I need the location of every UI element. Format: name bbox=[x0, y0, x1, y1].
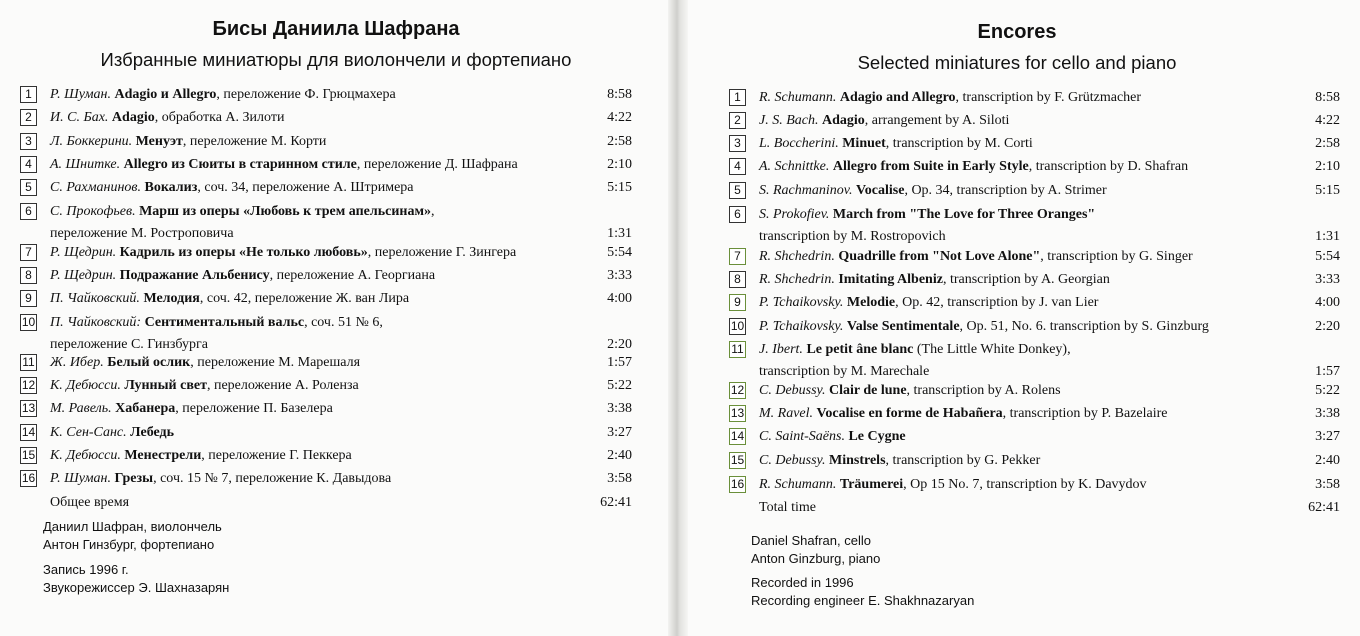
track-description bbox=[50, 447, 352, 464]
track-work-title: Подражание Альбенису bbox=[119, 268, 270, 283]
track-number-box: 10 bbox=[21, 315, 36, 329]
track-composer: С. Рахманинов. bbox=[50, 180, 141, 195]
track-number-box: 3 bbox=[729, 135, 746, 152]
track-duration: 4:00 bbox=[1315, 295, 1340, 310]
track-description bbox=[50, 203, 435, 242]
track-row bbox=[729, 294, 1340, 311]
track-details: , transcription by G. Singer bbox=[1040, 249, 1193, 264]
track-composer: П. Чайковский: bbox=[50, 315, 142, 330]
track-description bbox=[50, 156, 518, 173]
track-row bbox=[20, 447, 632, 464]
track-description bbox=[759, 112, 1009, 129]
track-number-box: 5 bbox=[20, 179, 37, 196]
track-row bbox=[729, 341, 1340, 380]
track-description bbox=[50, 86, 396, 103]
track-details: , переложение М. Марешаля bbox=[190, 355, 361, 370]
track-work-title: Сентиментальный вальс bbox=[144, 315, 305, 330]
track-work-title: Melodie bbox=[846, 295, 896, 310]
track-row bbox=[729, 428, 1340, 445]
track-description bbox=[759, 341, 1071, 380]
track-number-box: 2 bbox=[20, 109, 37, 126]
track-composer: М. Равель. bbox=[50, 401, 112, 416]
track-row bbox=[729, 405, 1340, 422]
track-row bbox=[20, 377, 632, 394]
track-composer: Ж. Ибер. bbox=[50, 355, 104, 370]
total-time-value: 62:41 bbox=[1308, 500, 1340, 515]
track-description bbox=[50, 290, 409, 307]
track-row bbox=[20, 86, 632, 103]
track-duration: 1:31 bbox=[1315, 229, 1340, 244]
track-row bbox=[20, 267, 632, 284]
track-duration: 2:40 bbox=[607, 448, 632, 463]
track-row bbox=[729, 89, 1340, 106]
track-duration: 2:20 bbox=[1315, 319, 1340, 334]
track-work-title: Мелодия bbox=[143, 291, 200, 306]
performer-cellist: Daniel Shafran, cello bbox=[751, 533, 871, 548]
track-duration: 3:38 bbox=[1315, 406, 1340, 421]
track-description bbox=[759, 382, 1061, 399]
track-details-continued: переложение С. Гинзбурга bbox=[50, 337, 208, 352]
track-composer: P. Tchaikovsky. bbox=[759, 319, 844, 334]
track-details: , обработка А. Зилоти bbox=[154, 110, 285, 125]
track-work-title: Лунный свет bbox=[124, 378, 207, 393]
track-duration: 3:27 bbox=[1315, 429, 1340, 444]
track-number-box: 7 bbox=[20, 244, 37, 261]
track-details: , Op. 51, No. 6. transcription by S. Ginzburg bbox=[959, 319, 1209, 334]
track-number-box: 11 bbox=[729, 341, 746, 358]
track-composer: J. Ibert. bbox=[759, 342, 803, 357]
track-duration: 4:22 bbox=[1315, 113, 1340, 128]
track-work-title: Vocalise bbox=[855, 183, 905, 198]
track-number-box: 6 bbox=[20, 203, 37, 220]
track-description bbox=[50, 267, 435, 284]
track-composer: R. Shchedrin. bbox=[759, 272, 835, 287]
track-description bbox=[50, 179, 414, 196]
track-description bbox=[759, 206, 1095, 245]
track-work-title: Марш из оперы «Любовь к трем апельсинам» bbox=[139, 204, 432, 219]
track-description bbox=[50, 424, 174, 441]
track-details: , переложение А. Роленза bbox=[206, 378, 359, 393]
track-duration: 5:54 bbox=[1315, 249, 1340, 264]
track-duration: 1:31 bbox=[607, 226, 632, 241]
track-row bbox=[20, 133, 632, 150]
track-row bbox=[20, 203, 632, 242]
track-number-box: 12 bbox=[21, 378, 36, 392]
track-row bbox=[729, 318, 1340, 335]
track-work-title: Träumerei bbox=[839, 477, 904, 492]
track-details: , transcription by M. Corti bbox=[885, 136, 1033, 151]
track-work-title: Le petit âne blanc bbox=[806, 342, 914, 357]
track-details: , переложение Ф. Грюцмахера bbox=[216, 87, 396, 102]
track-number-box: 1 bbox=[729, 89, 746, 106]
english-page bbox=[688, 0, 1360, 636]
track-number-box: 8 bbox=[20, 267, 37, 284]
track-description bbox=[50, 400, 333, 417]
track-details-continued: transcription by M. Rostropovich bbox=[759, 229, 946, 244]
track-row bbox=[729, 135, 1340, 152]
recording-info bbox=[751, 574, 974, 610]
track-composer: C. Saint-Saëns. bbox=[759, 429, 845, 444]
track-details: , transcription by F. Grützmacher bbox=[955, 90, 1142, 105]
track-details: , переложение А. Георгиана bbox=[269, 268, 436, 283]
track-row bbox=[20, 470, 632, 487]
track-description bbox=[50, 133, 326, 150]
recording-engineer: Звукорежиссер Э. Шахназарян bbox=[43, 580, 230, 595]
performer-pianist: Anton Ginzburg, piano bbox=[751, 551, 881, 566]
track-composer: C. Debussy. bbox=[759, 383, 826, 398]
track-number-box: 6 bbox=[729, 206, 746, 223]
track-number-box: 15 bbox=[21, 448, 36, 462]
track-row bbox=[729, 271, 1340, 288]
track-work-title: Белый ослик bbox=[107, 355, 191, 370]
performer-pianist: Антон Гинзбург, фортепиано bbox=[43, 537, 215, 552]
track-description bbox=[759, 271, 1110, 288]
track-duration: 2:40 bbox=[1315, 453, 1340, 468]
track-duration: 3:58 bbox=[607, 471, 632, 486]
track-row bbox=[729, 452, 1340, 469]
track-duration: 8:58 bbox=[607, 87, 632, 102]
track-work-title: Quadrille from "Not Love Alone" bbox=[838, 249, 1041, 264]
track-row bbox=[729, 248, 1340, 265]
track-duration: 2:10 bbox=[607, 157, 632, 172]
track-work-title: Менестрели bbox=[124, 448, 202, 463]
track-duration: 2:20 bbox=[607, 337, 632, 352]
page-subtitle: Selected miniatures for cello and piano bbox=[857, 52, 1177, 73]
track-composer: L. Boccherini. bbox=[759, 136, 839, 151]
track-description bbox=[759, 405, 1168, 422]
track-description bbox=[759, 428, 906, 445]
track-number-box: 3 bbox=[20, 133, 37, 150]
track-details: , Op. 34, transcription by A. Strimer bbox=[904, 183, 1107, 198]
track-composer: C. Debussy. bbox=[759, 453, 826, 468]
track-description bbox=[759, 318, 1209, 335]
track-number-box: 13 bbox=[21, 401, 36, 415]
track-composer: S. Prokofiev. bbox=[759, 207, 830, 222]
page-subtitle: Избранные миниатюры для виолончели и фортепиано bbox=[100, 49, 572, 70]
track-duration: 3:27 bbox=[607, 425, 632, 440]
track-description bbox=[50, 470, 391, 487]
track-details: , transcription by D. Shafran bbox=[1028, 159, 1189, 174]
track-row bbox=[20, 424, 632, 441]
track-description bbox=[50, 244, 516, 261]
track-work-title: Allegro из Сюиты в старинном стиле bbox=[123, 157, 357, 172]
track-duration: 3:33 bbox=[607, 268, 632, 283]
track-description bbox=[50, 314, 383, 353]
track-duration: 2:58 bbox=[1315, 136, 1340, 151]
recording-info bbox=[43, 561, 229, 597]
track-number-box: 16 bbox=[730, 477, 745, 491]
track-duration: 5:22 bbox=[607, 378, 632, 393]
track-duration: 2:10 bbox=[1315, 159, 1340, 174]
track-duration: 3:58 bbox=[1315, 477, 1340, 492]
track-number-box: 4 bbox=[729, 158, 746, 175]
track-composer: A. Schnittke. bbox=[759, 159, 830, 174]
track-description bbox=[759, 135, 1033, 152]
track-description bbox=[50, 377, 359, 394]
track-details: (The Little White Donkey), bbox=[913, 342, 1071, 357]
track-details: , соч. 15 № 7, переложение К. Давыдова bbox=[153, 471, 392, 486]
track-duration: 5:54 bbox=[607, 245, 632, 260]
track-number-box: 11 bbox=[20, 354, 37, 371]
track-row bbox=[20, 290, 632, 307]
track-work-title: Вокализ bbox=[144, 180, 198, 195]
track-row bbox=[20, 109, 632, 126]
track-details: , transcription by P. Bazelaire bbox=[1002, 406, 1168, 421]
track-details: , arrangement by A. Siloti bbox=[864, 113, 1010, 128]
track-work-title: Хабанера bbox=[115, 401, 176, 416]
performer-cellist: Даниил Шафран, виолончель bbox=[43, 519, 222, 534]
track-details: , transcription by A. Rolens bbox=[906, 383, 1061, 398]
track-composer: S. Rachmaninov. bbox=[759, 183, 853, 198]
track-composer: M. Ravel. bbox=[759, 406, 814, 421]
track-number-box: 14 bbox=[730, 429, 745, 443]
track-duration: 3:33 bbox=[1315, 272, 1340, 287]
russian-page bbox=[0, 0, 668, 636]
track-work-title: Adagio bbox=[821, 113, 865, 128]
performers bbox=[751, 532, 880, 568]
track-work-title: Le Cygne bbox=[848, 429, 906, 444]
recording-engineer: Recording engineer E. Shakhnazaryan bbox=[751, 593, 975, 608]
track-duration: 1:57 bbox=[1315, 364, 1340, 379]
page-title: Encores bbox=[977, 21, 1057, 43]
track-row bbox=[729, 158, 1340, 175]
track-duration: 4:22 bbox=[607, 110, 632, 125]
track-number-box: 15 bbox=[730, 453, 745, 467]
track-work-title: Грезы bbox=[114, 471, 154, 486]
track-details: , соч. 42, переложение Ж. ван Лира bbox=[199, 291, 410, 306]
track-number-box: 14 bbox=[21, 425, 36, 439]
track-row bbox=[20, 354, 632, 371]
track-number-box: 1 bbox=[20, 86, 37, 103]
track-details-continued: переложение М. Ростроповича bbox=[50, 226, 234, 241]
track-number-box: 13 bbox=[730, 406, 745, 420]
track-composer: И. С. Бах. bbox=[50, 110, 109, 125]
track-details: , transcription by G. Pekker bbox=[885, 453, 1041, 468]
track-composer: С. Прокофьев. bbox=[50, 204, 136, 219]
track-duration: 8:58 bbox=[1315, 90, 1340, 105]
track-details: , переложение Г. Пеккера bbox=[201, 448, 352, 463]
track-description bbox=[759, 158, 1188, 175]
track-number-box: 9 bbox=[729, 294, 746, 311]
track-number-box: 9 bbox=[20, 290, 37, 307]
track-description bbox=[759, 294, 1098, 311]
track-details-continued: transcription by M. Marechale bbox=[759, 364, 930, 379]
track-composer: Р. Шуман. bbox=[50, 87, 111, 102]
track-work-title: Vocalise en forme de Habañera bbox=[816, 406, 1003, 421]
track-composer: К. Дебюсси. bbox=[50, 378, 121, 393]
track-composer: К. Сен-Санс. bbox=[50, 425, 127, 440]
track-details: , Op. 42, transcription by J. van Lier bbox=[895, 295, 1099, 310]
track-duration: 4:00 bbox=[607, 291, 632, 306]
track-composer: П. Чайковский. bbox=[50, 291, 140, 306]
track-work-title: Minuet bbox=[842, 136, 886, 151]
track-details: , соч. 51 № 6, bbox=[304, 315, 383, 330]
track-description bbox=[759, 182, 1107, 199]
track-details: , соч. 34, переложение А. Штримера bbox=[197, 180, 414, 195]
track-row bbox=[729, 182, 1340, 199]
track-details: , Op 15 No. 7, transcription by K. Davydov bbox=[903, 477, 1147, 492]
track-row bbox=[729, 112, 1340, 129]
total-time-label: Общее время bbox=[50, 495, 130, 510]
track-description bbox=[50, 354, 360, 371]
track-number-box: 2 bbox=[729, 112, 746, 129]
book-gutter bbox=[668, 0, 688, 636]
track-duration: 5:15 bbox=[1315, 183, 1340, 198]
track-row bbox=[20, 400, 632, 417]
track-details: , переложение М. Корти bbox=[182, 134, 327, 149]
performers bbox=[43, 518, 222, 554]
track-row bbox=[20, 156, 632, 173]
track-number-box: 8 bbox=[729, 271, 746, 288]
track-description bbox=[759, 452, 1040, 469]
track-composer: Р. Шуман. bbox=[50, 471, 111, 486]
recording-year: Запись 1996 г. bbox=[43, 562, 129, 577]
track-composer: Л. Боккерини. bbox=[50, 134, 133, 149]
track-number-box: 10 bbox=[730, 319, 745, 333]
track-row bbox=[20, 314, 632, 353]
track-composer: R. Schumann. bbox=[759, 90, 837, 105]
track-number-box: 4 bbox=[20, 156, 37, 173]
track-duration: 3:38 bbox=[607, 401, 632, 416]
track-composer: Р. Щедрин. bbox=[50, 268, 117, 283]
total-time-label: Total time bbox=[759, 500, 816, 515]
track-number-box: 5 bbox=[729, 182, 746, 199]
total-time-value: 62:41 bbox=[600, 495, 632, 510]
track-details: , transcription by A. Georgian bbox=[942, 272, 1110, 287]
track-description bbox=[50, 109, 284, 126]
track-number-box: 16 bbox=[21, 471, 36, 485]
track-work-title: Adagio и Allegro bbox=[114, 87, 217, 102]
track-work-title: Allegro from Suite in Early Style bbox=[832, 159, 1029, 174]
track-row bbox=[20, 244, 632, 261]
track-composer: R. Shchedrin. bbox=[759, 249, 835, 264]
track-details: , переложение П. Базелера bbox=[175, 401, 333, 416]
track-composer: J. S. Bach. bbox=[759, 113, 819, 128]
track-duration: 5:22 bbox=[1315, 383, 1340, 398]
track-work-title: Adagio and Allegro bbox=[839, 90, 956, 105]
track-work-title: Imitating Albeniz bbox=[838, 272, 943, 287]
track-details: , переложение Г. Зингера bbox=[367, 245, 517, 260]
track-row bbox=[729, 476, 1340, 493]
track-duration: 2:58 bbox=[607, 134, 632, 149]
track-duration: 1:57 bbox=[607, 355, 632, 370]
track-duration: 5:15 bbox=[607, 180, 632, 195]
track-composer: К. Дебюсси. bbox=[50, 448, 121, 463]
track-work-title: Valse Sentimentale bbox=[846, 319, 960, 334]
track-composer: R. Schumann. bbox=[759, 477, 837, 492]
track-description bbox=[759, 248, 1193, 265]
track-work-title: Adagio bbox=[111, 110, 155, 125]
track-details: , переложение Д. Шафрана bbox=[356, 157, 518, 172]
track-row bbox=[729, 382, 1340, 399]
track-composer: А. Шнитке. bbox=[50, 157, 121, 172]
track-row bbox=[729, 206, 1340, 245]
track-number-box: 12 bbox=[730, 383, 745, 397]
track-row bbox=[20, 179, 632, 196]
track-composer: Р. Щедрин. bbox=[50, 245, 117, 260]
recording-year: Recorded in 1996 bbox=[751, 575, 854, 590]
track-number-box: 7 bbox=[729, 248, 746, 265]
track-work-title: Clair de lune bbox=[829, 383, 907, 398]
page-title: Бисы Даниила Шафрана bbox=[212, 18, 460, 40]
track-composer: P. Tchaikovsky. bbox=[759, 295, 844, 310]
track-description bbox=[759, 476, 1147, 493]
track-work-title: Minstrels bbox=[829, 453, 886, 468]
track-work-title: Кадриль из оперы «Не только любовь» bbox=[119, 245, 368, 260]
track-work-title: Лебедь bbox=[130, 425, 175, 440]
track-details: , bbox=[431, 204, 435, 219]
track-work-title: March from "The Love for Three Oranges" bbox=[832, 207, 1096, 222]
track-description bbox=[759, 89, 1141, 106]
track-work-title: Менуэт bbox=[135, 134, 183, 149]
